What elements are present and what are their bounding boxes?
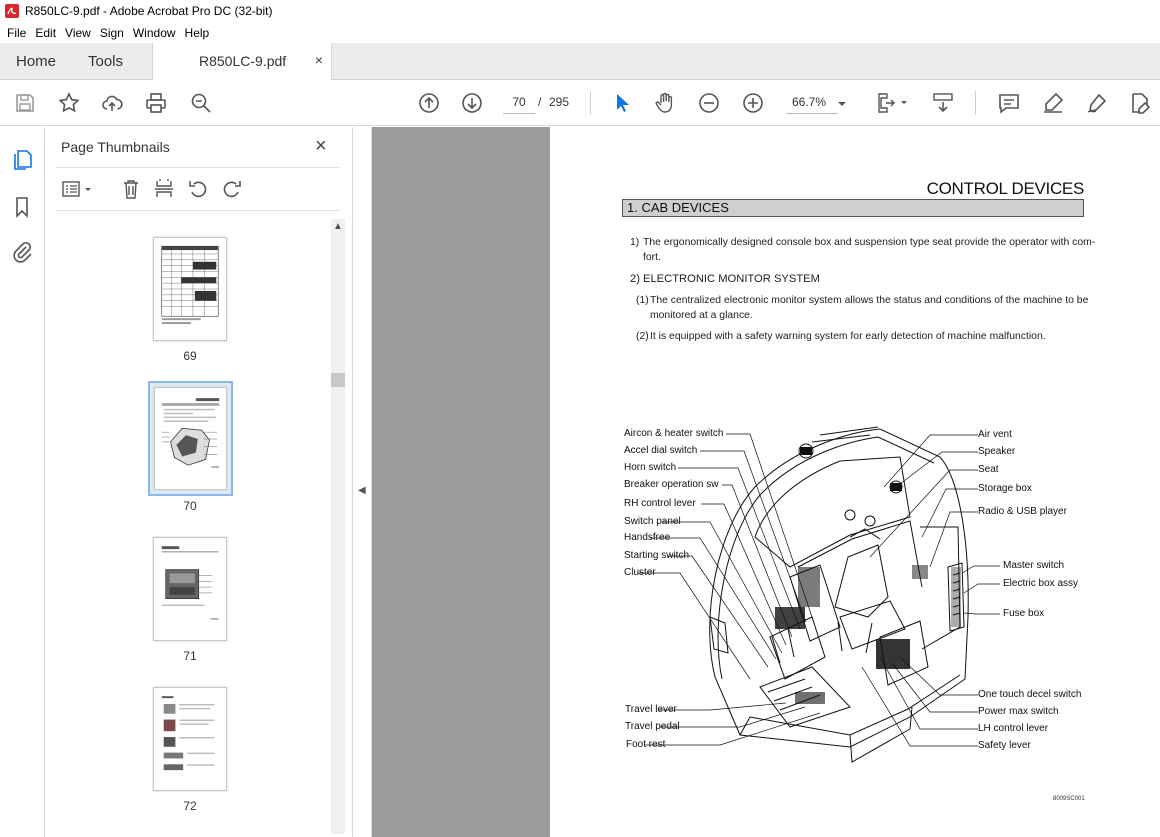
label-seat: Seat <box>978 464 999 475</box>
item-number: 1) <box>630 237 640 248</box>
label-travel-pedal: Travel pedal <box>625 721 680 732</box>
label-safety-lever: Safety lever <box>978 740 1031 751</box>
fit-page-icon[interactable] <box>876 91 910 115</box>
save-icon[interactable] <box>13 91 37 115</box>
tab-document-label: R850LC-9.pdf <box>199 53 287 69</box>
label-power-max: Power max switch <box>978 706 1059 717</box>
search-zoom-icon[interactable] <box>189 91 213 115</box>
select-cursor-icon[interactable] <box>610 91 634 115</box>
label-cluster: Cluster <box>624 567 656 578</box>
toolbar-divider <box>590 91 591 115</box>
item-number: (1) <box>636 295 649 306</box>
page-up-icon[interactable] <box>417 91 441 115</box>
label-accel-dial: Accel dial switch <box>624 445 698 456</box>
label-aircon: Aircon & heater switch <box>624 428 724 439</box>
toolbar-divider-2 <box>975 91 976 115</box>
title-bar <box>0 0 1160 22</box>
tab-home[interactable]: Home <box>16 53 57 70</box>
window-title: R850LC-9.pdf - Adobe Acrobat Pro DC (32-bit) <box>25 4 273 18</box>
label-storage-box: Storage box <box>978 483 1032 494</box>
subsection-title: ELECTRONIC MONITOR SYSTEM <box>643 273 820 285</box>
options-menu-icon[interactable] <box>61 178 95 200</box>
cab-devices-diagram <box>550 417 1160 797</box>
item-number: (2) <box>636 331 649 342</box>
acrobat-app-icon <box>5 4 19 18</box>
split-page-icon[interactable] <box>153 178 175 200</box>
menu-window[interactable]: Window <box>132 25 176 40</box>
paragraph-text: The centralized electronic monitor system allows the status and conditions of the machine to be <box>650 295 1089 306</box>
menu-bar <box>0 22 1160 43</box>
tab-close-icon[interactable]: × <box>314 52 323 68</box>
label-air-vent: Air vent <box>978 429 1012 440</box>
scroll-thumb[interactable] <box>331 373 345 387</box>
menu-edit[interactable]: Edit <box>35 25 57 40</box>
label-rh-control-lever: RH control lever <box>624 498 696 509</box>
menu-help[interactable]: Help <box>184 25 210 40</box>
scroll-up-icon[interactable]: ▲ <box>333 221 343 232</box>
rotate-left-icon[interactable] <box>187 178 209 200</box>
page-thumbnails-icon[interactable] <box>10 148 34 172</box>
zoom-in-icon[interactable] <box>741 91 765 115</box>
paragraph-text: fort. <box>643 252 661 263</box>
section-title: 1. CAB DEVICES <box>622 199 1084 217</box>
thumbnail-tools <box>55 167 340 211</box>
scroll-mode-icon[interactable] <box>931 91 955 115</box>
label-master-switch: Master switch <box>1003 560 1065 571</box>
page-down-icon[interactable] <box>460 91 484 115</box>
thumbnail-page-71[interactable] <box>153 537 227 641</box>
sign-icon[interactable] <box>1085 91 1109 115</box>
edit-pdf-icon[interactable] <box>1128 91 1152 115</box>
thumbnail-page-69[interactable] <box>153 237 227 341</box>
thumbnail-page-72[interactable] <box>153 687 227 791</box>
panel-close-icon[interactable]: × <box>315 135 327 157</box>
delete-page-icon[interactable] <box>120 178 142 200</box>
paragraph-text: The ergonomically designed console box and suspension type seat provide the operator with com- <box>643 237 1096 248</box>
menu-sign[interactable]: Sign <box>99 25 124 40</box>
tab-tools[interactable]: Tools <box>88 53 124 70</box>
hand-icon[interactable] <box>653 91 677 115</box>
pdf-page <box>550 127 1160 837</box>
thumbnail-label-71: 71 <box>183 649 197 663</box>
thumbnail-page-70[interactable] <box>154 387 227 490</box>
document-viewer[interactable] <box>372 127 1160 837</box>
thumbnail-label-69: 69 <box>183 349 197 363</box>
label-travel-lever: Travel lever <box>625 704 677 715</box>
paragraph-text: monitored at a glance. <box>650 310 753 321</box>
toolbar <box>0 80 1160 126</box>
page-separator: / <box>538 95 542 109</box>
thumbnails-panel <box>45 127 353 837</box>
label-one-touch-decel: One touch decel switch <box>978 689 1082 700</box>
bookmark-icon[interactable] <box>10 195 34 219</box>
label-speaker: Speaker <box>978 446 1016 457</box>
zoom-input[interactable] <box>786 90 838 114</box>
label-switch-panel: Switch panel <box>624 516 681 527</box>
panel-collapse-handle[interactable] <box>353 127 372 837</box>
menu-file[interactable]: File <box>7 25 27 40</box>
page-number-input[interactable] <box>503 90 535 114</box>
upload-icon[interactable] <box>100 91 124 115</box>
zoom-out-icon[interactable] <box>697 91 721 115</box>
figure-code: 8009SC001 <box>1053 796 1085 802</box>
thumbnail-scrollbar[interactable] <box>331 219 345 834</box>
paragraph-text: It is equipped with a safety warning system for early detection of machine malfunction. <box>650 331 1046 342</box>
print-icon[interactable] <box>144 91 168 115</box>
label-handsfree: Handsfree <box>624 532 671 543</box>
label-electric-box: Electric box assy <box>1003 578 1079 589</box>
collapse-arrow-icon[interactable]: ◀ <box>358 485 366 496</box>
attachment-icon[interactable] <box>10 240 34 264</box>
star-icon[interactable] <box>57 91 81 115</box>
tab-document[interactable] <box>152 43 332 81</box>
label-lh-control-lever: LH control lever <box>978 723 1049 734</box>
label-radio-usb: Radio & USB player <box>978 506 1067 517</box>
thumbnail-label-70: 70 <box>183 499 197 513</box>
comment-icon[interactable] <box>997 91 1021 115</box>
page-heading: CONTROL DEVICES <box>926 179 1084 198</box>
menu-view[interactable]: View <box>65 25 91 40</box>
thumbnail-label-72: 72 <box>183 799 197 813</box>
panel-title: Page Thumbnails <box>61 139 170 155</box>
label-breaker-operation: Breaker operation sw <box>624 479 719 490</box>
label-starting-switch: Starting switch <box>624 550 690 561</box>
tab-bar <box>0 43 1160 80</box>
label-fuse-box: Fuse box <box>1003 608 1045 619</box>
highlight-icon[interactable] <box>1041 91 1065 115</box>
page-total: 295 <box>549 95 570 109</box>
label-foot-rest: Foot rest <box>626 739 666 750</box>
label-horn-switch: Horn switch <box>624 462 677 473</box>
left-rail <box>0 127 45 837</box>
item-number: 2) <box>630 273 640 285</box>
rotate-right-icon[interactable] <box>221 178 243 200</box>
